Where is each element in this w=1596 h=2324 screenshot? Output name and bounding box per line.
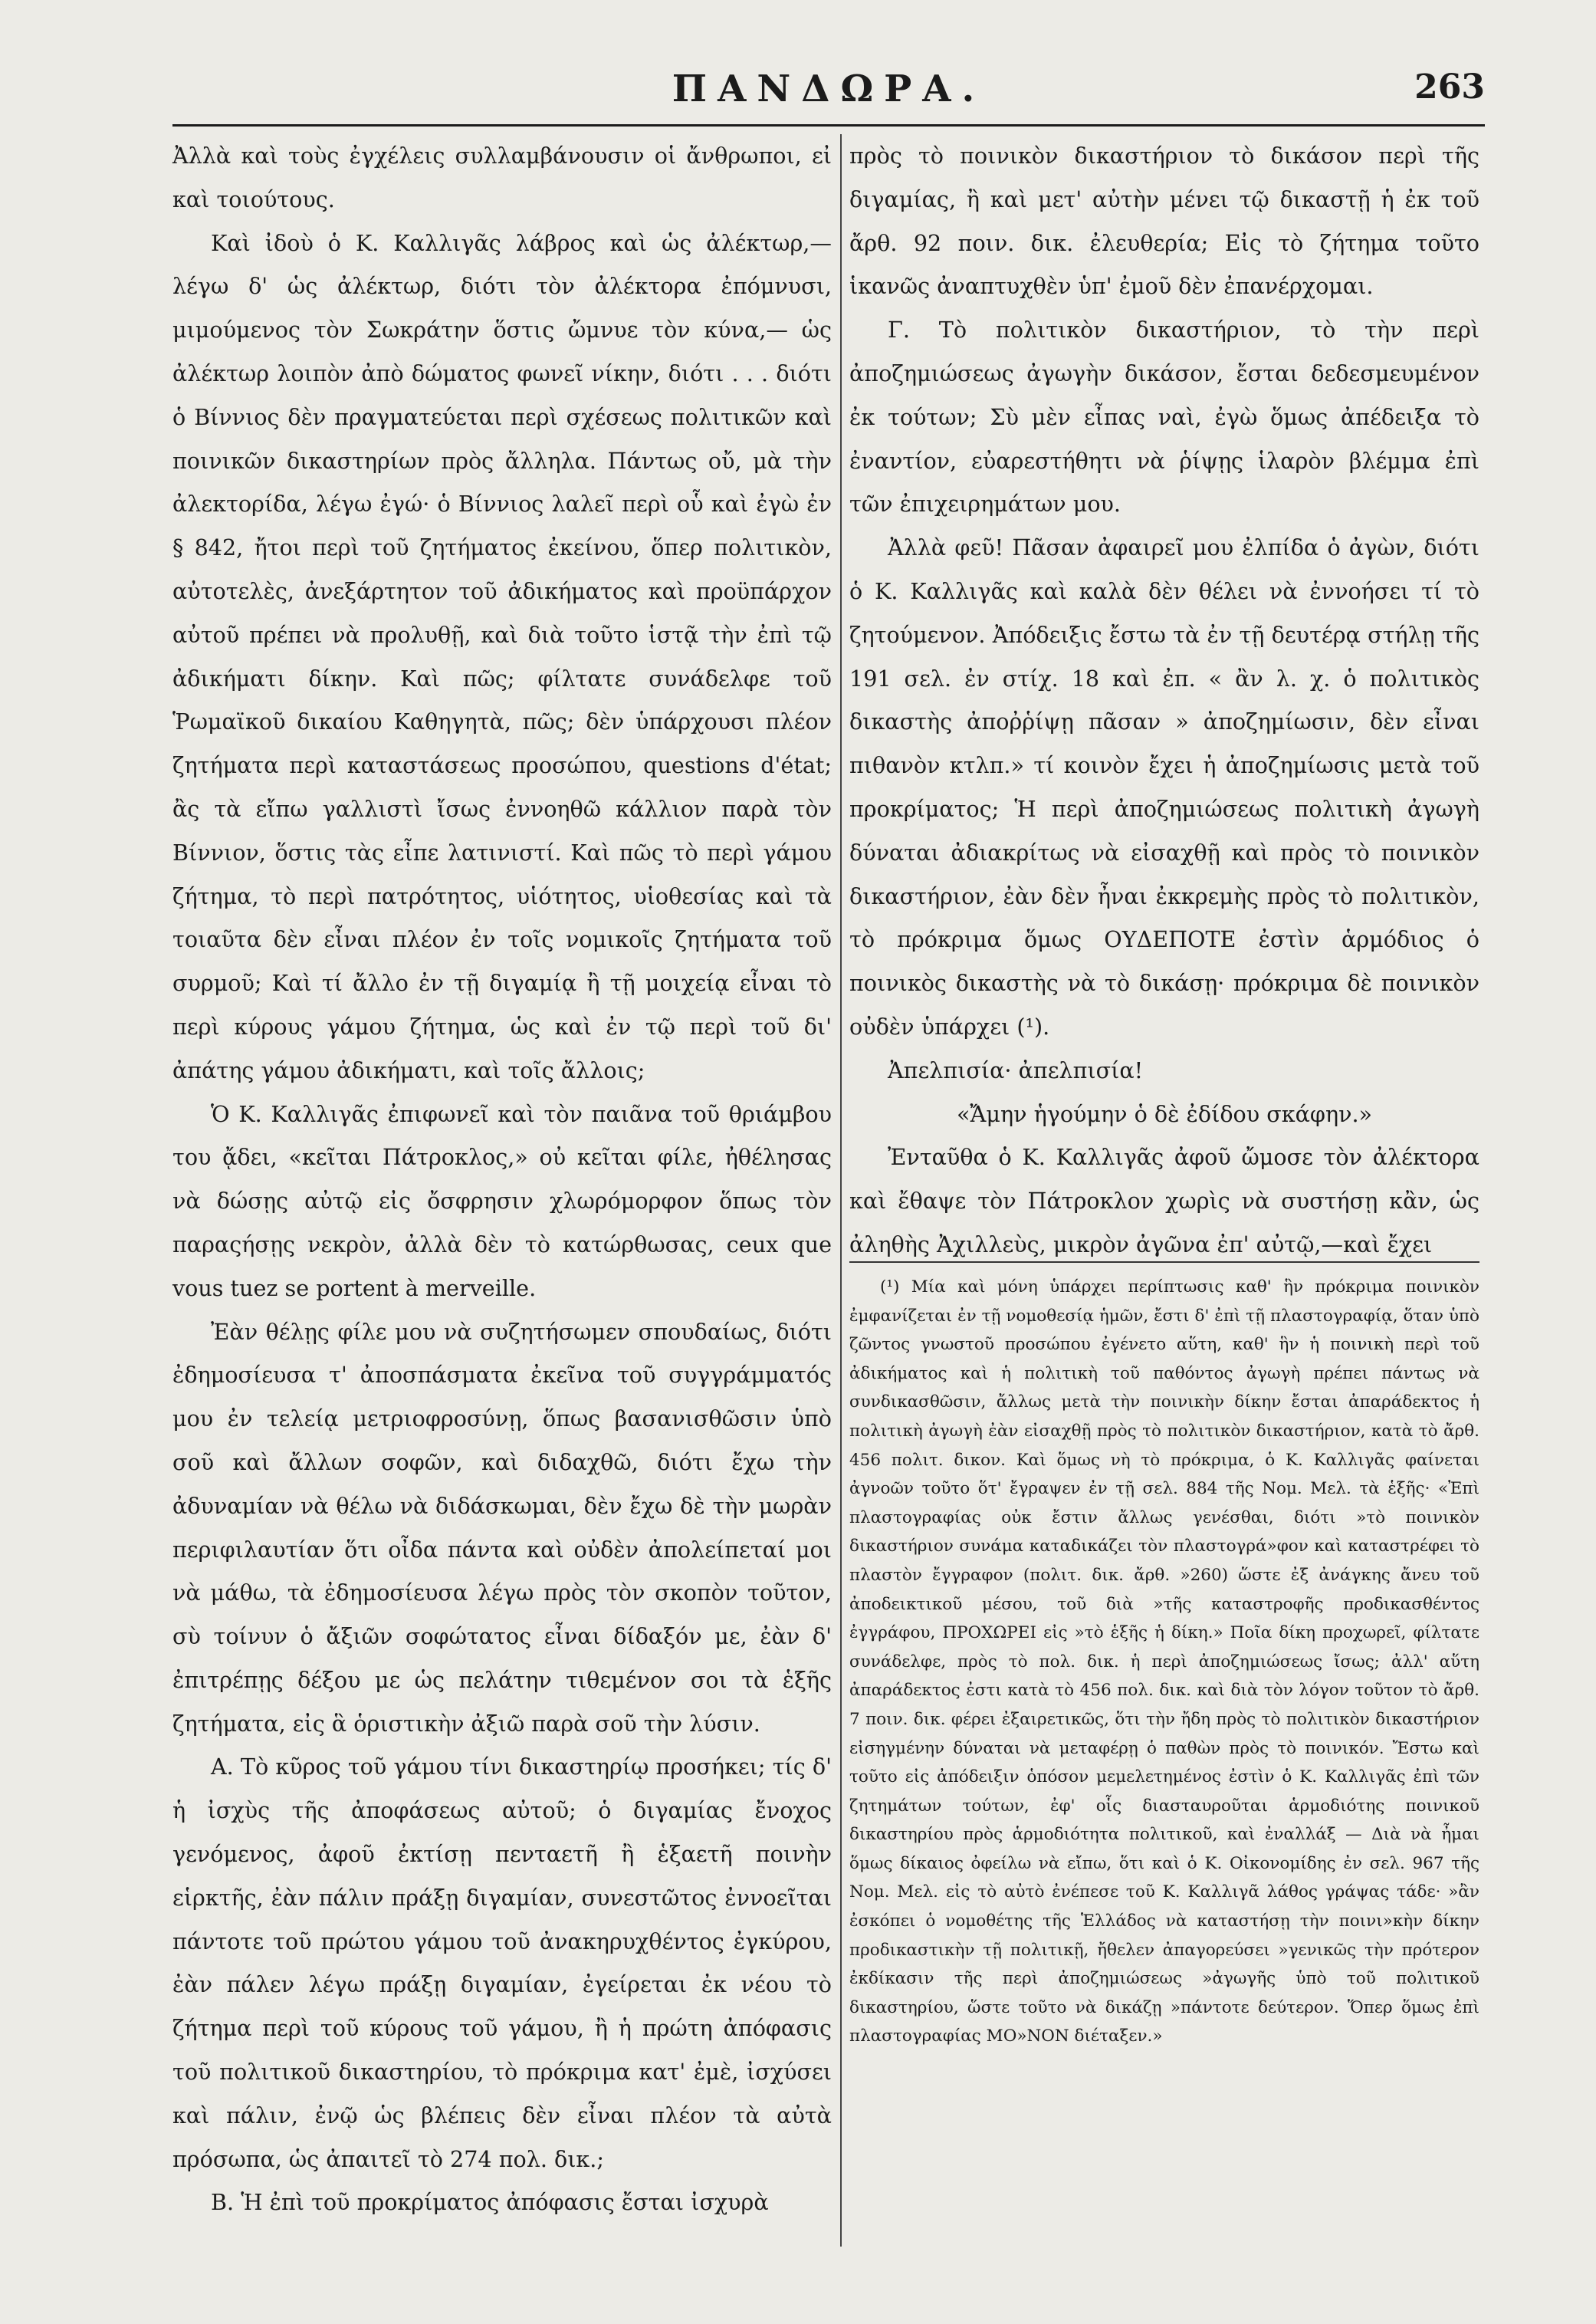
- footnote-rule: [849, 1261, 1479, 1263]
- paragraph: Ὁ Κ. Καλλιγᾶς ἐπιφωνεῖ καὶ τὸν παιᾶνα τοῦ θριάμβου του ᾄδει, «κεῖται Πάτροκλος,» οὐ κεῖται φίλε, ἠθέλησας νὰ δώσῃς αὐτῷ εἰς ὄσφρησιν χλωρόμορφον ὅπως τὸν παραςήσῃς νεκρὸν, ἀλλὰ δὲν τὸ κατώρθωσας, ceux que vous tuez se portent à merveille.: [172, 1100, 832, 1301]
- running-title: ΠΑΝΔΩΡΑ.: [672, 67, 986, 110]
- quotation: «Ἄμην ἡγούμην ὁ δὲ ἐδίδου σκάφην.»: [956, 1100, 1373, 1127]
- paragraph: Α. Τὸ κῦρος τοῦ γάμου τίνι δικαστηρίῳ προσήκει; τίς δ' ἡ ἰσχὺς τῆς ἀποφάσεως αὐτοῦ; ὁ διγαμίας ἔνοχος γενόμενος, ἀφοῦ ἐκτίσῃ πενταετῆ ἢ ἑξαετῆ ποινὴν εἱρκτῆς, ἐὰν πάλιν πράξῃ διγαμίαν, συνεστῶτος ἐννοεῖται πάντοτε τοῦ πρώτου γάμου τοῦ ἀνακηρυχθέντος ἐγκύρου, ἐὰν πάλεν λέγω πράξῃ διγαμίαν, ἐγείρεται ἐκ νέου τὸ ζήτημα περὶ τοῦ κύρους τοῦ γάμου, ἢ ἡ πρώτη ἀπόφασις τοῦ πολιτικοῦ δικαστηρίου, τὸ πρόκριμα κατ' ἐμὲ, ἰσχύσει καὶ πάλιν, ἐνῷ ὡς βλέπεις δὲν εἶναι πλέον τὰ αὐτὰ πρόσωπα, ὡς ἀπαιτεῖ τὸ 274 πολ. δικ.;: [172, 1754, 832, 2172]
- paragraph: πρὸς τὸ ποινικὸν δικαστήριον τὸ δικάσον περὶ τῆς διγαμίας, ἢ καὶ μετ' αὐτὴν μένει τῷ δικαστῇ ἡ ἐκ τοῦ ἄρθ. 92 ποιν. δικ. ἐλευθερία; Εἰς τὸ ζήτημα τοῦτο ἱκανῶς ἀναπτυχθὲν ὑπ' ἐμοῦ δὲν ἐπανέρχομαι.: [849, 143, 1479, 300]
- paragraph: Ἐὰν θέλῃς φίλε μου νὰ συζητήσωμεν σπουδαίως, διότι ἐδημοσίευσα τ' ἀποσπάσματα ἐκεῖνα τοῦ συγγράμματός μου ἐν τελείᾳ μετριοφροσύνῃ, ὅπως βασανισθῶσιν ὑπὸ σοῦ καὶ ἄλλων σοφῶν, καὶ διδαχθῶ, διότι ἔχω τὴν ἀδυναμίαν νὰ θέλω νὰ διδάσκωμαι, δὲν ἔχω δὲ τὴν μωρὰν περιφιλαυτίαν ὅτι οἶδα πάντα καὶ οὐδὲν ἀπολείπεταί μοι νὰ μάθω, τὰ ἐδημοσίευσα λέγω πρὸς τὸν σκοπὸν τοῦτον, σὺ τοίνυν ὁ ἄξιῶν σοφώτατος εἶναι δίδαξόν με, ἐὰν δ' ἐπιτρέπῃς δέξου με ὡς πελάτην τιθεμένον σοι τὰ ἑξῆς ζητήματα, εἰς ἃ ὁριστικὴν ἀξιῶ παρὰ σοῦ τὴν λύσιν.: [172, 1318, 832, 1737]
- footnote-text: (¹) Μία καὶ μόνη ὑπάρχει περίπτωσις καθ' ἣν πρόκριμα ποινικὸν ἐμφανίζεται ἐν τῇ νομοθεσίᾳ ἡμῶν, ἔστι δ' ἐπὶ τῇ πλαστογραφίᾳ, ὅταν ὑπὸ ζῶντος γνωστοῦ προσώπου ἐγένετο αὕτη, καθ' ἣν ἡ ποινικὴ περὶ τοῦ ἀδικήματος καὶ ἡ πολιτικὴ τοῦ παθόντος ἀγωγὴ πρέπει πάντως νὰ συνδικασθῶσιν, ἄλλως μετὰ τὴν ποινικὴν δίκην ἔσται ἀπαράδεκτος ἡ πολιτικὴ ἀγωγὴ ἐὰν εἰσαχθῇ πρὸς τὸ πολιτικὸν δικαστήριον, κατὰ τὸ ἄρθ. 456 πολιτ. δικον. Καὶ ὅμως νὴ τὸ πρόκριμα, ὁ Κ. Καλλιγᾶς φαίνεται ἀγνοῶν τοῦτο ὅτ' ἔγραψεν ἐν τῇ σελ. 884 τῆς Νομ. Μελ. τὰ ἑξῆς· «Ἐπὶ πλαστογραφίας οὐκ ἔστιν ἄλλως γενέσθαι, διότι »τὸ ποινικὸν δικαστήριον συνάμα καταδικάζει τὸν πλαστογρά»φον καὶ καταστρέφει τὸ πλαστὸν ἔγγραφον (πολιτ. δικ. ἄρθ. »260) ὥστε ἐξ ἀνάγκης ἄνευ τοῦ ἀποδεικτικοῦ μέσου, τοῦ διὰ »τῆς καταστροφῆς προδικασθέντος ἐγγράφου, ΠΡΟΧΩΡΕΙ εἰς »τὸ ἑξῆς ἡ δίκη.» Ποῖα δίκη προχωρεῖ, φίλτατε συνάδελφε, πρὸς τὸ πολ. δικ. ἡ περὶ ἀποζημιώσεως ἴσως; ἀλλ' αὕτη ἀπαράδεκτος ἐστι κατὰ τὸ 456 πολ. δικ. καὶ διὰ τὸν λόγον τοῦτον τὸ ἄρθ. 7 ποιν. δικ. φέρει ἐξαιρετικῶς, ὅτι τὴν ἤδη πρὸς τὸ πολιτικὸν δικαστήριον εἰσηγμένην δύναται νὰ μεταφέρῃ ὁ παθὼν πρὸς τὸ ποινικόν. Ἔστω καὶ τοῦτο εἰς ἀπόδειξιν ὁπόσον μεμελετημένος ἐστὶν ὁ Κ. Καλλιγᾶς ἐπὶ τῶν ζητημάτων τούτων, ἐφ' οἷς διασταυροῦται ἁρμοδιότης ποινικοῦ δικαστηρίου πρὸς ἁρμοδιότητα πολιτικοῦ, καὶ ἐναλλάξ — Διὰ νὰ ἦμαι ὅμως δίκαιος ὀφείλω νὰ εἴπω, ὅτι καὶ ὁ Κ. Οἰκονομίδης ἐν σελ. 967 τῆς Νομ. Μελ. εἰς τὸ αὐτὸ ἐνέπεσε τοῦ Κ. Καλλιγᾶ λάθος γράψας τάδε· »ἂν ἐσκόπει ὁ νομοθέτης τῆς Ἑλλάδος νὰ καταστήσῃ τὴν ποινι»κὴν δίκην προδικαστικὴν τῇ πολιτικῇ, ἤθελεν ἀπαγορεύσει »γενικῶς τὴν πρότερον ἐκδίκασιν τῆς περὶ ἀποζημιώσεως »ἀγωγῆς ὑπὸ τοῦ πολιτικοῦ δικαστηρίου, ὥστε τοῦτο νὰ δικάζῃ »πάντοτε δεύτερον. Ὅπερ ὅμως ἐπὶ πλαστογραφίας ΜΟ»ΝΟΝ διέταξεν.»: [849, 1277, 1479, 2046]
- header-rule: [172, 124, 1485, 127]
- page-header: [172, 67, 1485, 115]
- exclamation: Ἀπελπισία· ἀπελπισία!: [888, 1057, 1144, 1083]
- left-column: [172, 134, 832, 2224]
- page-number: 263: [1414, 67, 1485, 107]
- paragraph: Ἀλλὰ καὶ τοὺς ἐγχέλεις συλλαμβάνουσιν οἱ ἄνθρωποι, εἰ καὶ τοιούτους.: [172, 143, 832, 212]
- footnote: [849, 1273, 1479, 2051]
- paragraph: Β. Ἡ ἐπὶ τοῦ προκρίματος ἀπόφασις ἔσται ἰσχυρὰ: [211, 2189, 769, 2216]
- paragraph: Ἐνταῦθα ὁ Κ. Καλλιγᾶς ἀφοῦ ὤμοσε τὸν ἀλέκτορα καὶ ἔθαψε τὸν Πάτροκλον χωρὶς νὰ συστήσῃ κἂν, ὡς ἀληθὴς Ἀχιλλεὺς, μικρὸν ἀγῶνα ἐπ' αὐτῷ,—καὶ ἔχει: [849, 1144, 1479, 1257]
- paragraph: Καὶ ἰδοὺ ὁ Κ. Καλλιγᾶς λάβρος καὶ ὡς ἀλέκτωρ,— λέγω δ' ὡς ἀλέκτωρ, διότι τὸν ἀλέκτορα ἐπόμνυσι, μιμούμενος τὸν Σωκράτην ὅστις ὤμνυε τὸν κύνα,— ὡς ἀλέκτωρ λοιπὸν ἀπὸ δώματος φωνεῖ νίκην, διότι . . . διότι ὁ Βίννιος δὲν πραγματεύεται περὶ σχέσεως πολιτικῶν καὶ ποινικῶν δικαστηρίων πρὸς ἄλληλα. Πάντως οὔ, μὰ τὴν ἀλεκτορίδα, λέγω ἐγώ· ὁ Βίννιος λαλεῖ περὶ οὗ καὶ ἐγὼ ἐν § 842, ἤτοι περὶ τοῦ ζητήματος ἐκείνου, ὅπερ πολιτικὸν, αὐτοτελὲς, ἀνεξάρτητον τοῦ ἀδικήματος καὶ προϋπάρχον αὐτοῦ πρέπει νὰ προλυθῇ, καὶ διὰ τοῦτο ἱστᾷ τὴν ἐπὶ τῷ ἀδικήματι δίκην. Καὶ πῶς; φίλτατε συνάδελφε τοῦ Ῥωμαϊκοῦ δικαίου Καθηγητὰ, πῶς; δὲν ὑπάρχουσι πλέον ζητήματα περὶ καταστάσεως προσώπου, questions d'état; ἂς τὰ εἴπω γαλλιστὶ ἴσως ἐννοηθῶ κάλλιον παρὰ τὸν Βίννιον, ὅστις τὰς εἶπε λατινιστί. Καὶ πῶς τὸ περὶ γάμου ζήτημα, τὸ περὶ πατρότητος, υἱότητος, υἱοθεσίας καὶ τὰ τοιαῦτα δὲν εἶναι πλέον ἐν τοῖς νομικοῖς ζητήματα τοῦ συρμοῦ; Καὶ τί ἄλλο ἐν τῇ διγαμίᾳ ἢ τῇ μοιχείᾳ εἶναι τὸ περὶ κύρους γάμου ζήτημα, ὡς καὶ ἐν τῷ περὶ τοῦ δι' ἀπάτης γάμου ἀδικήματι, καὶ τοῖς ἄλλοις;: [172, 229, 832, 1083]
- paragraph: Γ. Τὸ πολιτικὸν δικαστήριον, τὸ τὴν περὶ ἀποζημιώσεως ἀγωγὴν δικάσον, ἔσται δεδεσμευμένον ἐκ τούτων; Σὺ μὲν εἶπας ναὶ, ἐγὼ ὅμως ἀπέδειξα τὸ ἐναντίον, εὐαρεστήθητι νὰ ῥίψῃς ἱλαρὸν βλέμμα ἐπὶ τῶν ἐπιχειρημάτων μου.: [849, 317, 1479, 518]
- paragraph: Ἀλλὰ φεῦ! Πᾶσαν ἀφαιρεῖ μου ἐλπίδα ὁ ἀγὼν, διότι ὁ Κ. Καλλιγᾶς καὶ καλὰ δὲν θέλει νὰ ἐννοήσει τί τὸ ζητούμενον. Ἀπόδειξις ἔστω τὰ ἐν τῇ δευτέρᾳ στήλῃ τῆς 191 σελ. ἐν στίχ. 18 καὶ ἐπ. « ἂν λ. χ. ὁ πολιτικὸς δικαστὴς ἀποῤῥίψῃ πᾶσαν » ἀποζημίωσιν, δὲν εἶναι πιθανὸν κτλπ.» τί κοινὸν ἔχει ἡ ἀποζημίωσις μετὰ τοῦ προκρίματος; Ἡ περὶ ἀποζημιώσεως πολιτικὴ ἀγωγὴ δύναται ἀδιακρίτως νὰ εἰσαχθῇ καὶ πρὸς τὸ ποινικὸν δικαστήριον, ἐὰν δὲν ἦναι ἐκκρεμὴς πρὸς τὸ πολιτικὸν, τὸ πρόκριμα ὅμως ΟΥΔΕΠΟΤΕ ἐστὶν ἁρμόδιος ὁ ποινικὸς δικαστὴς νὰ τὸ δικάσῃ· πρόκριμα δὲ ποινικὸν οὐδὲν ὑπάρχει (¹).: [849, 534, 1479, 1040]
- column-divider: [840, 134, 842, 2247]
- right-column: [849, 134, 1479, 1267]
